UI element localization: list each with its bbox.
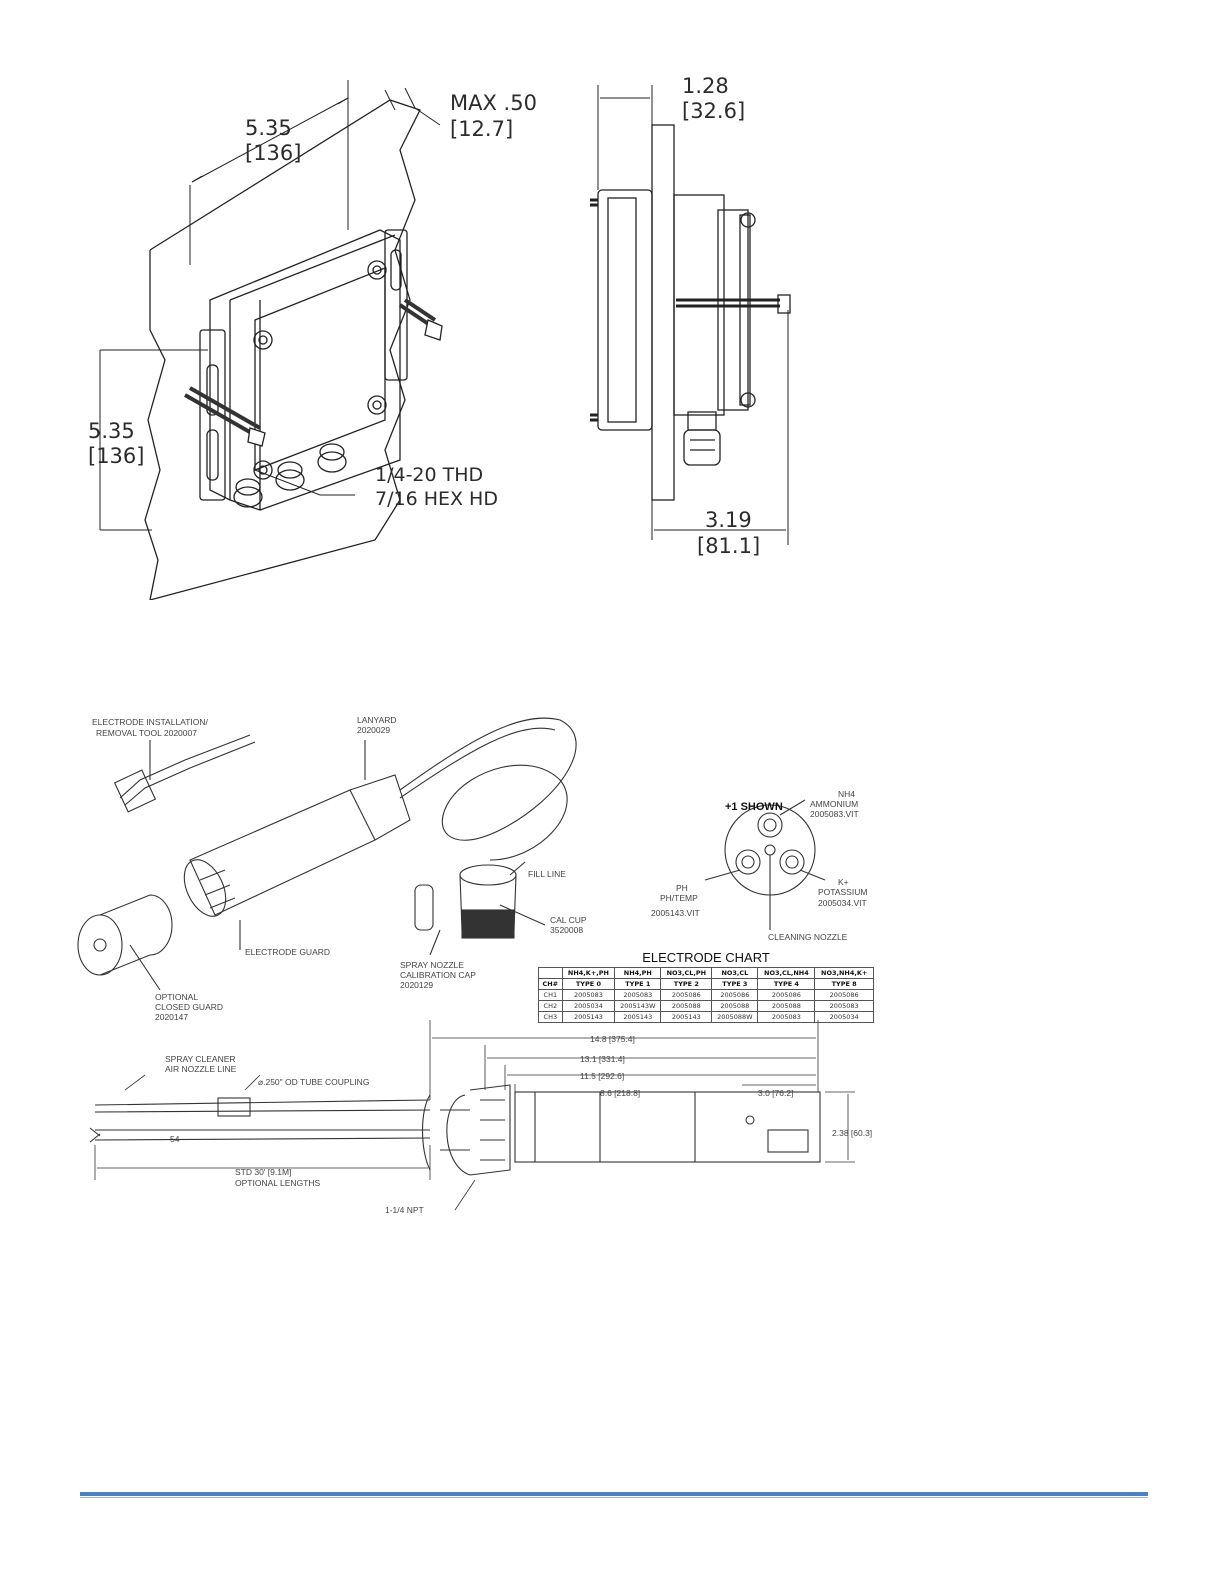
chart-header-bottom-cell: CH# xyxy=(539,979,563,990)
optional-guard-3: 2020147 xyxy=(155,1012,189,1022)
chart-cell: CH2 xyxy=(539,1001,563,1012)
chart-cell: 2005088 xyxy=(758,1001,815,1012)
ph-label-2: PH/TEMP xyxy=(660,893,698,903)
bolt-head-label: 7/16 HEX HD xyxy=(375,488,498,510)
k-label-3: 2005034.VIT xyxy=(818,898,867,908)
electrode-chart xyxy=(538,950,874,1023)
chart-cell: 2005086 xyxy=(712,990,758,1001)
k-label-1: K+ xyxy=(838,877,849,887)
chart-header-row-bottom xyxy=(539,979,874,990)
installation-tool xyxy=(120,735,255,805)
side-depth-mm: [32.6] xyxy=(682,99,746,123)
tool-label-1: ELECTRODE INSTALLATION/ xyxy=(92,717,208,727)
chart-header-top-cell: NO3,NH4,K+ xyxy=(815,968,874,979)
lanyard-label-1: LANYARD xyxy=(357,715,397,725)
chart-cell: 2005083 xyxy=(815,1001,874,1012)
chart-header-top-cell: NO3,CL,PH xyxy=(661,968,712,979)
std-length-label: STD 30' [9.1M] xyxy=(235,1167,292,1177)
optional-guard-2: CLOSED GUARD xyxy=(155,1002,224,1012)
calibration-cup xyxy=(460,865,516,885)
optional-guard-1: OPTIONAL xyxy=(155,992,198,1002)
chart-header-bottom-cell: TYPE 1 xyxy=(615,979,661,990)
enclosure-box xyxy=(210,230,400,510)
chart-cell: CH1 xyxy=(539,990,563,1001)
iso-height-in: 5.35 xyxy=(88,419,135,443)
spray-nozzle-cap xyxy=(415,885,433,930)
closed-guard xyxy=(78,915,122,975)
cleaning-nozzle-label: CLEANING NOZZLE xyxy=(768,932,848,942)
chart-cell: 2005088 xyxy=(712,1001,758,1012)
side-enclosure-body xyxy=(598,190,652,430)
chart-cell: 2005083 xyxy=(615,990,661,1001)
npt-fitting xyxy=(447,1085,510,1175)
side-depth-in: 1.28 xyxy=(682,74,729,98)
chart-cell: 2005086 xyxy=(661,990,712,1001)
chart-header-bottom-cell: TYPE 0 xyxy=(562,979,615,990)
fill-line-label: FILL LINE xyxy=(528,869,566,879)
cal-cup-label-1: CAL CUP xyxy=(550,915,587,925)
chart-header-row-top xyxy=(539,968,874,979)
chart-header-top-cell: NO3,CL xyxy=(712,968,758,979)
chart-row xyxy=(539,1001,874,1012)
footer-rule-shadow xyxy=(80,1497,1148,1498)
chart-header-top-cell: NO3,CL,NH4 xyxy=(758,968,815,979)
dim-4: 8.6 [218.8] xyxy=(600,1088,641,1098)
electrode-chart-title: ELECTRODE CHART xyxy=(642,950,770,965)
air-nozzle-line xyxy=(95,1100,430,1112)
max-thickness-in: MAX .50 xyxy=(450,91,537,115)
chart-header-bottom-cell: TYPE 4 xyxy=(758,979,815,990)
chart-cell: 2005143 xyxy=(661,1012,712,1023)
ph-label-3: 2005143.VIT xyxy=(651,908,700,918)
ph-label-1: PH xyxy=(676,883,688,893)
chart-cell: 2005088W xyxy=(712,1012,758,1023)
tool-label-2: REMOVAL TOOL 2020007 xyxy=(96,728,197,738)
chart-cell: 2005034 xyxy=(562,1001,615,1012)
iso-height-mm: [136] xyxy=(88,444,145,468)
dim-3: 11.5 [292.6] xyxy=(580,1071,625,1081)
dim-2: 13.1 [331.4] xyxy=(580,1054,625,1064)
chart-cell: 2005143 xyxy=(562,1012,615,1023)
guard-label: ELECTRODE GUARD xyxy=(245,947,331,957)
optional-lengths-label: OPTIONAL LENGTHS xyxy=(235,1178,321,1188)
chart-cell: 2005086 xyxy=(815,990,874,1001)
chart-cell: 2005083 xyxy=(562,990,615,1001)
k-label-2: POTASSIUM xyxy=(818,887,868,897)
shown-label: +1 SHOWN xyxy=(725,801,783,813)
nh4-label-2: AMMONIUM xyxy=(810,799,859,809)
chart-row xyxy=(539,990,874,1001)
npt-label: 1-1/4 NPT xyxy=(385,1205,424,1215)
spray-label-3: 2020129 xyxy=(400,980,434,990)
enclosure-mounting-drawing xyxy=(0,0,1224,600)
side-mounting-plate xyxy=(652,125,674,500)
iso-width-mm: [136] xyxy=(245,141,302,165)
side-total-in: 3.19 xyxy=(705,508,752,532)
sensor-body xyxy=(190,790,375,915)
chart-header-top-cell: NH4,PH xyxy=(615,968,661,979)
dim-54: 54 xyxy=(170,1134,180,1144)
chart-header-bottom-cell: TYPE 8 xyxy=(815,979,874,990)
spray-label-2: CALIBRATION CAP xyxy=(400,970,476,980)
spray-label-1: SPRAY NOZZLE xyxy=(400,960,464,970)
electrode-chart-table xyxy=(538,967,874,1023)
dim-overall: 14.8 [375.4] xyxy=(590,1034,635,1044)
max-thickness-mm: [12.7] xyxy=(450,117,514,141)
chart-header-bottom-cell: TYPE 2 xyxy=(661,979,712,990)
chart-header-top-cell: NH4,K+,PH xyxy=(562,968,615,979)
chart-row xyxy=(539,1012,874,1023)
chart-header-top-cell xyxy=(539,968,563,979)
iso-width-in: 5.35 xyxy=(245,116,292,140)
chart-cell: 2005143 xyxy=(615,1012,661,1023)
chart-cell: 2005086 xyxy=(758,990,815,1001)
dim-diameter: 2.38 [60.3] xyxy=(832,1128,873,1138)
lanyard-label-2: 2020029 xyxy=(357,725,391,735)
bolt-thread-label: 1/4-20 THD xyxy=(375,464,484,486)
spray-cleaner-1: SPRAY CLEANER xyxy=(165,1054,236,1064)
dim-5: 3.0 [76.2] xyxy=(758,1088,794,1098)
chart-cell: 2005034 xyxy=(815,1012,874,1023)
footer-rule xyxy=(80,1492,1148,1496)
chart-cell: 2005083 xyxy=(758,1012,815,1023)
chart-cell: 2005143W xyxy=(615,1001,661,1012)
chart-cell: CH3 xyxy=(539,1012,563,1023)
cal-cup-label-2: 3520008 xyxy=(550,925,584,935)
spray-cleaner-2: AIR NOZZLE LINE xyxy=(165,1064,237,1074)
tube-coupling-label: ⌀.250" OD TUBE COUPLING xyxy=(258,1077,370,1087)
chart-header-bottom-cell: TYPE 3 xyxy=(712,979,758,990)
nh4-label-1: NH4 xyxy=(838,789,856,799)
sensor-cable xyxy=(400,718,576,860)
chart-cell: 2005088 xyxy=(661,1001,712,1012)
side-total-mm: [81.1] xyxy=(697,534,761,558)
nh4-label-3: 2005083.VIT xyxy=(810,809,859,819)
